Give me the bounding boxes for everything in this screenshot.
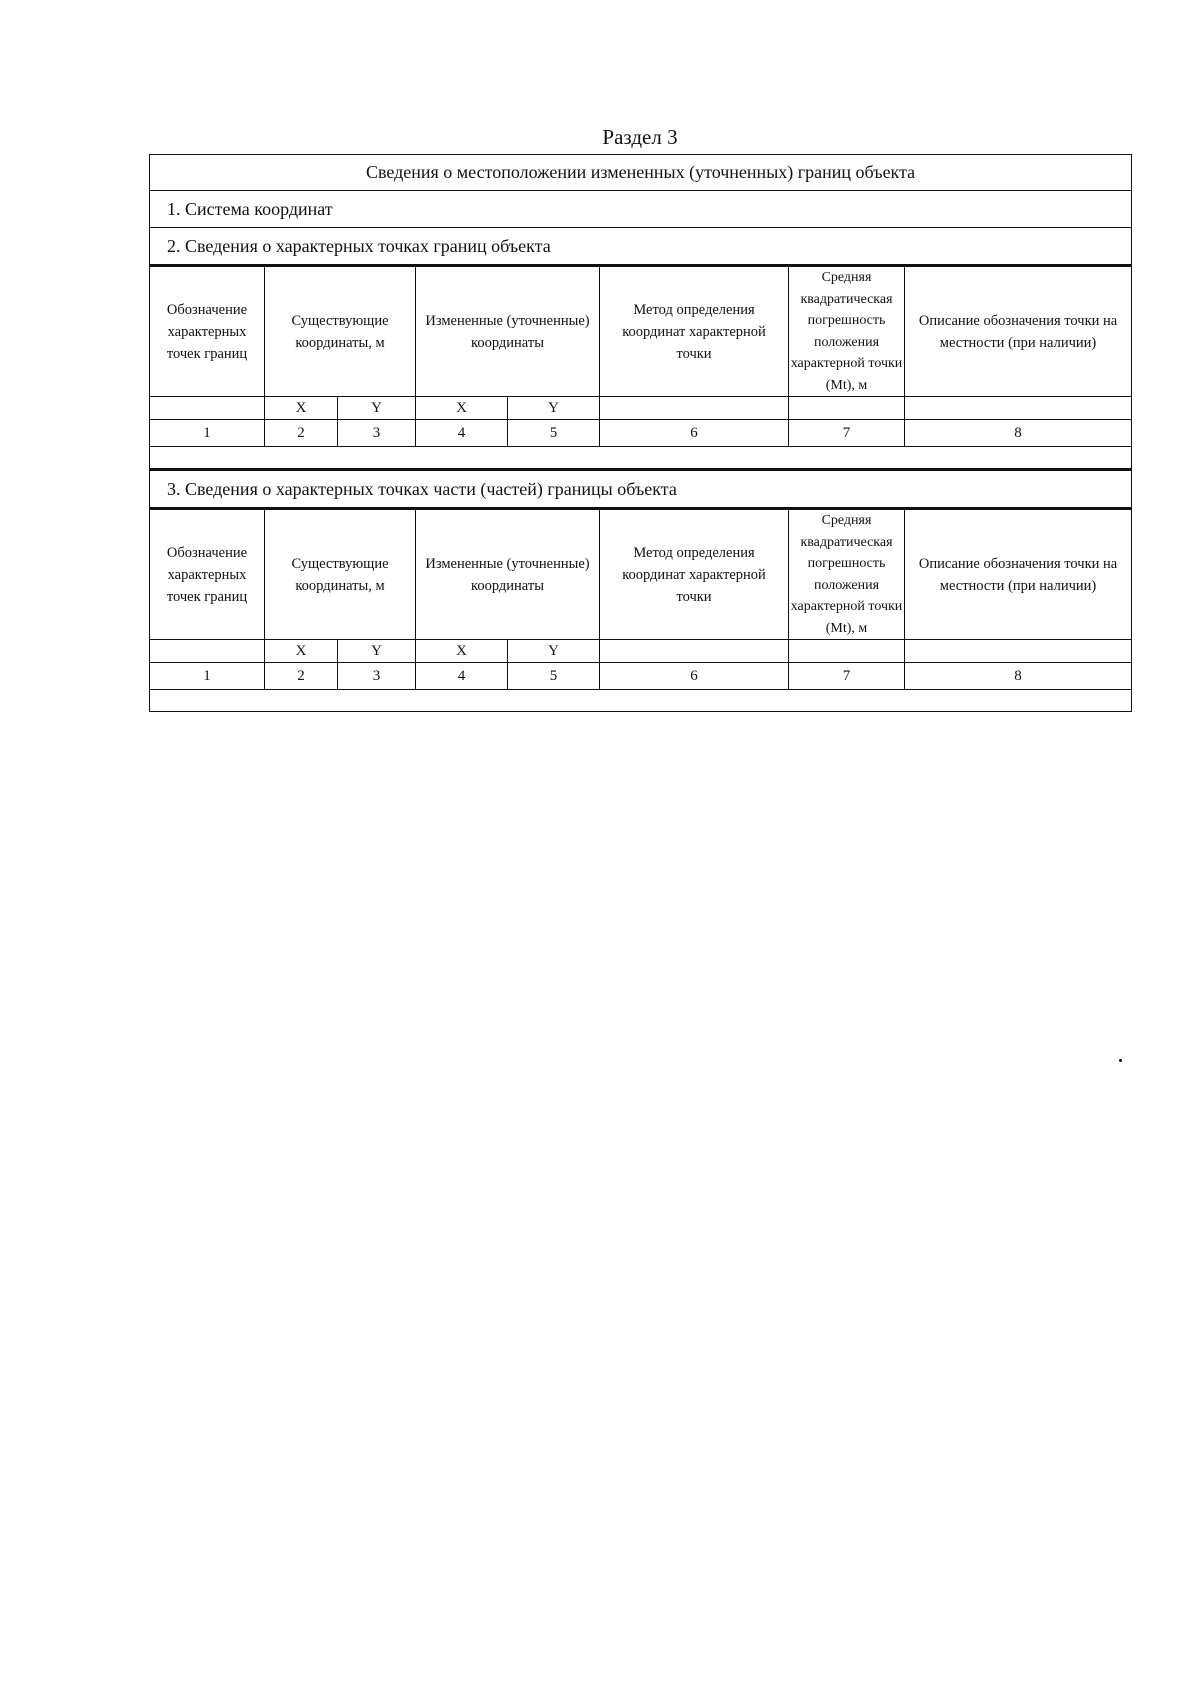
coordinate-system-label: 1. Система координат — [150, 191, 1132, 228]
blank-data-row — [150, 447, 1132, 470]
header-mean-error: Средняя квадратическая погрешность положения характерной точки (Mt), м — [789, 266, 905, 397]
changed-y-label: Y — [508, 640, 600, 663]
column-number: 6 — [600, 420, 789, 447]
section-title: Раздел 3 — [602, 125, 678, 149]
column-number: 1 — [150, 663, 265, 690]
xy-empty-cell — [905, 640, 1132, 663]
xy-empty-cell — [150, 397, 265, 420]
xy-empty-cell — [905, 397, 1132, 420]
changed-y-label: Y — [508, 397, 600, 420]
xy-empty-cell — [600, 397, 789, 420]
xy-empty-cell — [150, 640, 265, 663]
xy-empty-cell — [789, 397, 905, 420]
changed-x-label: X — [416, 640, 508, 663]
column-number: 7 — [789, 663, 905, 690]
xy-empty-cell — [789, 640, 905, 663]
header-changed-coords: Измененные (уточненные) координаты — [416, 509, 600, 640]
column-number: 2 — [265, 420, 338, 447]
header-method: Метод определения координат характерной точки — [600, 266, 789, 397]
header-designation: Обозначение характерных точек границ — [150, 266, 265, 397]
changed-x-label: X — [416, 397, 508, 420]
header-mean-error: Средняя квадратическая погрешность положения характерной точки (Mt), м — [789, 509, 905, 640]
blank-data-row — [150, 690, 1132, 712]
existing-y-label: Y — [338, 640, 416, 663]
header-existing-coords: Существующие координаты, м — [265, 266, 416, 397]
table-title: Сведения о местоположении измененных (уточненных) границ объекта — [150, 155, 1132, 191]
block2-label: 3. Сведения о характерных точках части (частей) границы объекта — [150, 470, 1132, 509]
header-description: Описание обозначения точки на местности (при наличии) — [905, 266, 1132, 397]
column-number: 8 — [905, 420, 1132, 447]
column-number: 1 — [150, 420, 265, 447]
existing-x-label: X — [265, 397, 338, 420]
block1-label: 2. Сведения о характерных точках границ объекта — [150, 228, 1132, 266]
column-number: 6 — [600, 663, 789, 690]
boundary-points-table — [149, 154, 1132, 712]
xy-empty-cell — [600, 640, 789, 663]
column-number: 5 — [508, 420, 600, 447]
header-existing-coords: Существующие координаты, м — [265, 509, 416, 640]
column-number: 3 — [338, 420, 416, 447]
header-changed-coords: Измененные (уточненные) координаты — [416, 266, 600, 397]
column-number: 5 — [508, 663, 600, 690]
column-number: 4 — [416, 663, 508, 690]
column-number: 3 — [338, 663, 416, 690]
column-number: 8 — [905, 663, 1132, 690]
header-designation: Обозначение характерных точек границ — [150, 509, 265, 640]
header-description: Описание обозначения точки на местности (при наличии) — [905, 509, 1132, 640]
column-number: 7 — [789, 420, 905, 447]
scan-speck — [1119, 1059, 1122, 1062]
existing-y-label: Y — [338, 397, 416, 420]
column-number: 2 — [265, 663, 338, 690]
header-method: Метод определения координат характерной точки — [600, 509, 789, 640]
existing-x-label: X — [265, 640, 338, 663]
column-number: 4 — [416, 420, 508, 447]
